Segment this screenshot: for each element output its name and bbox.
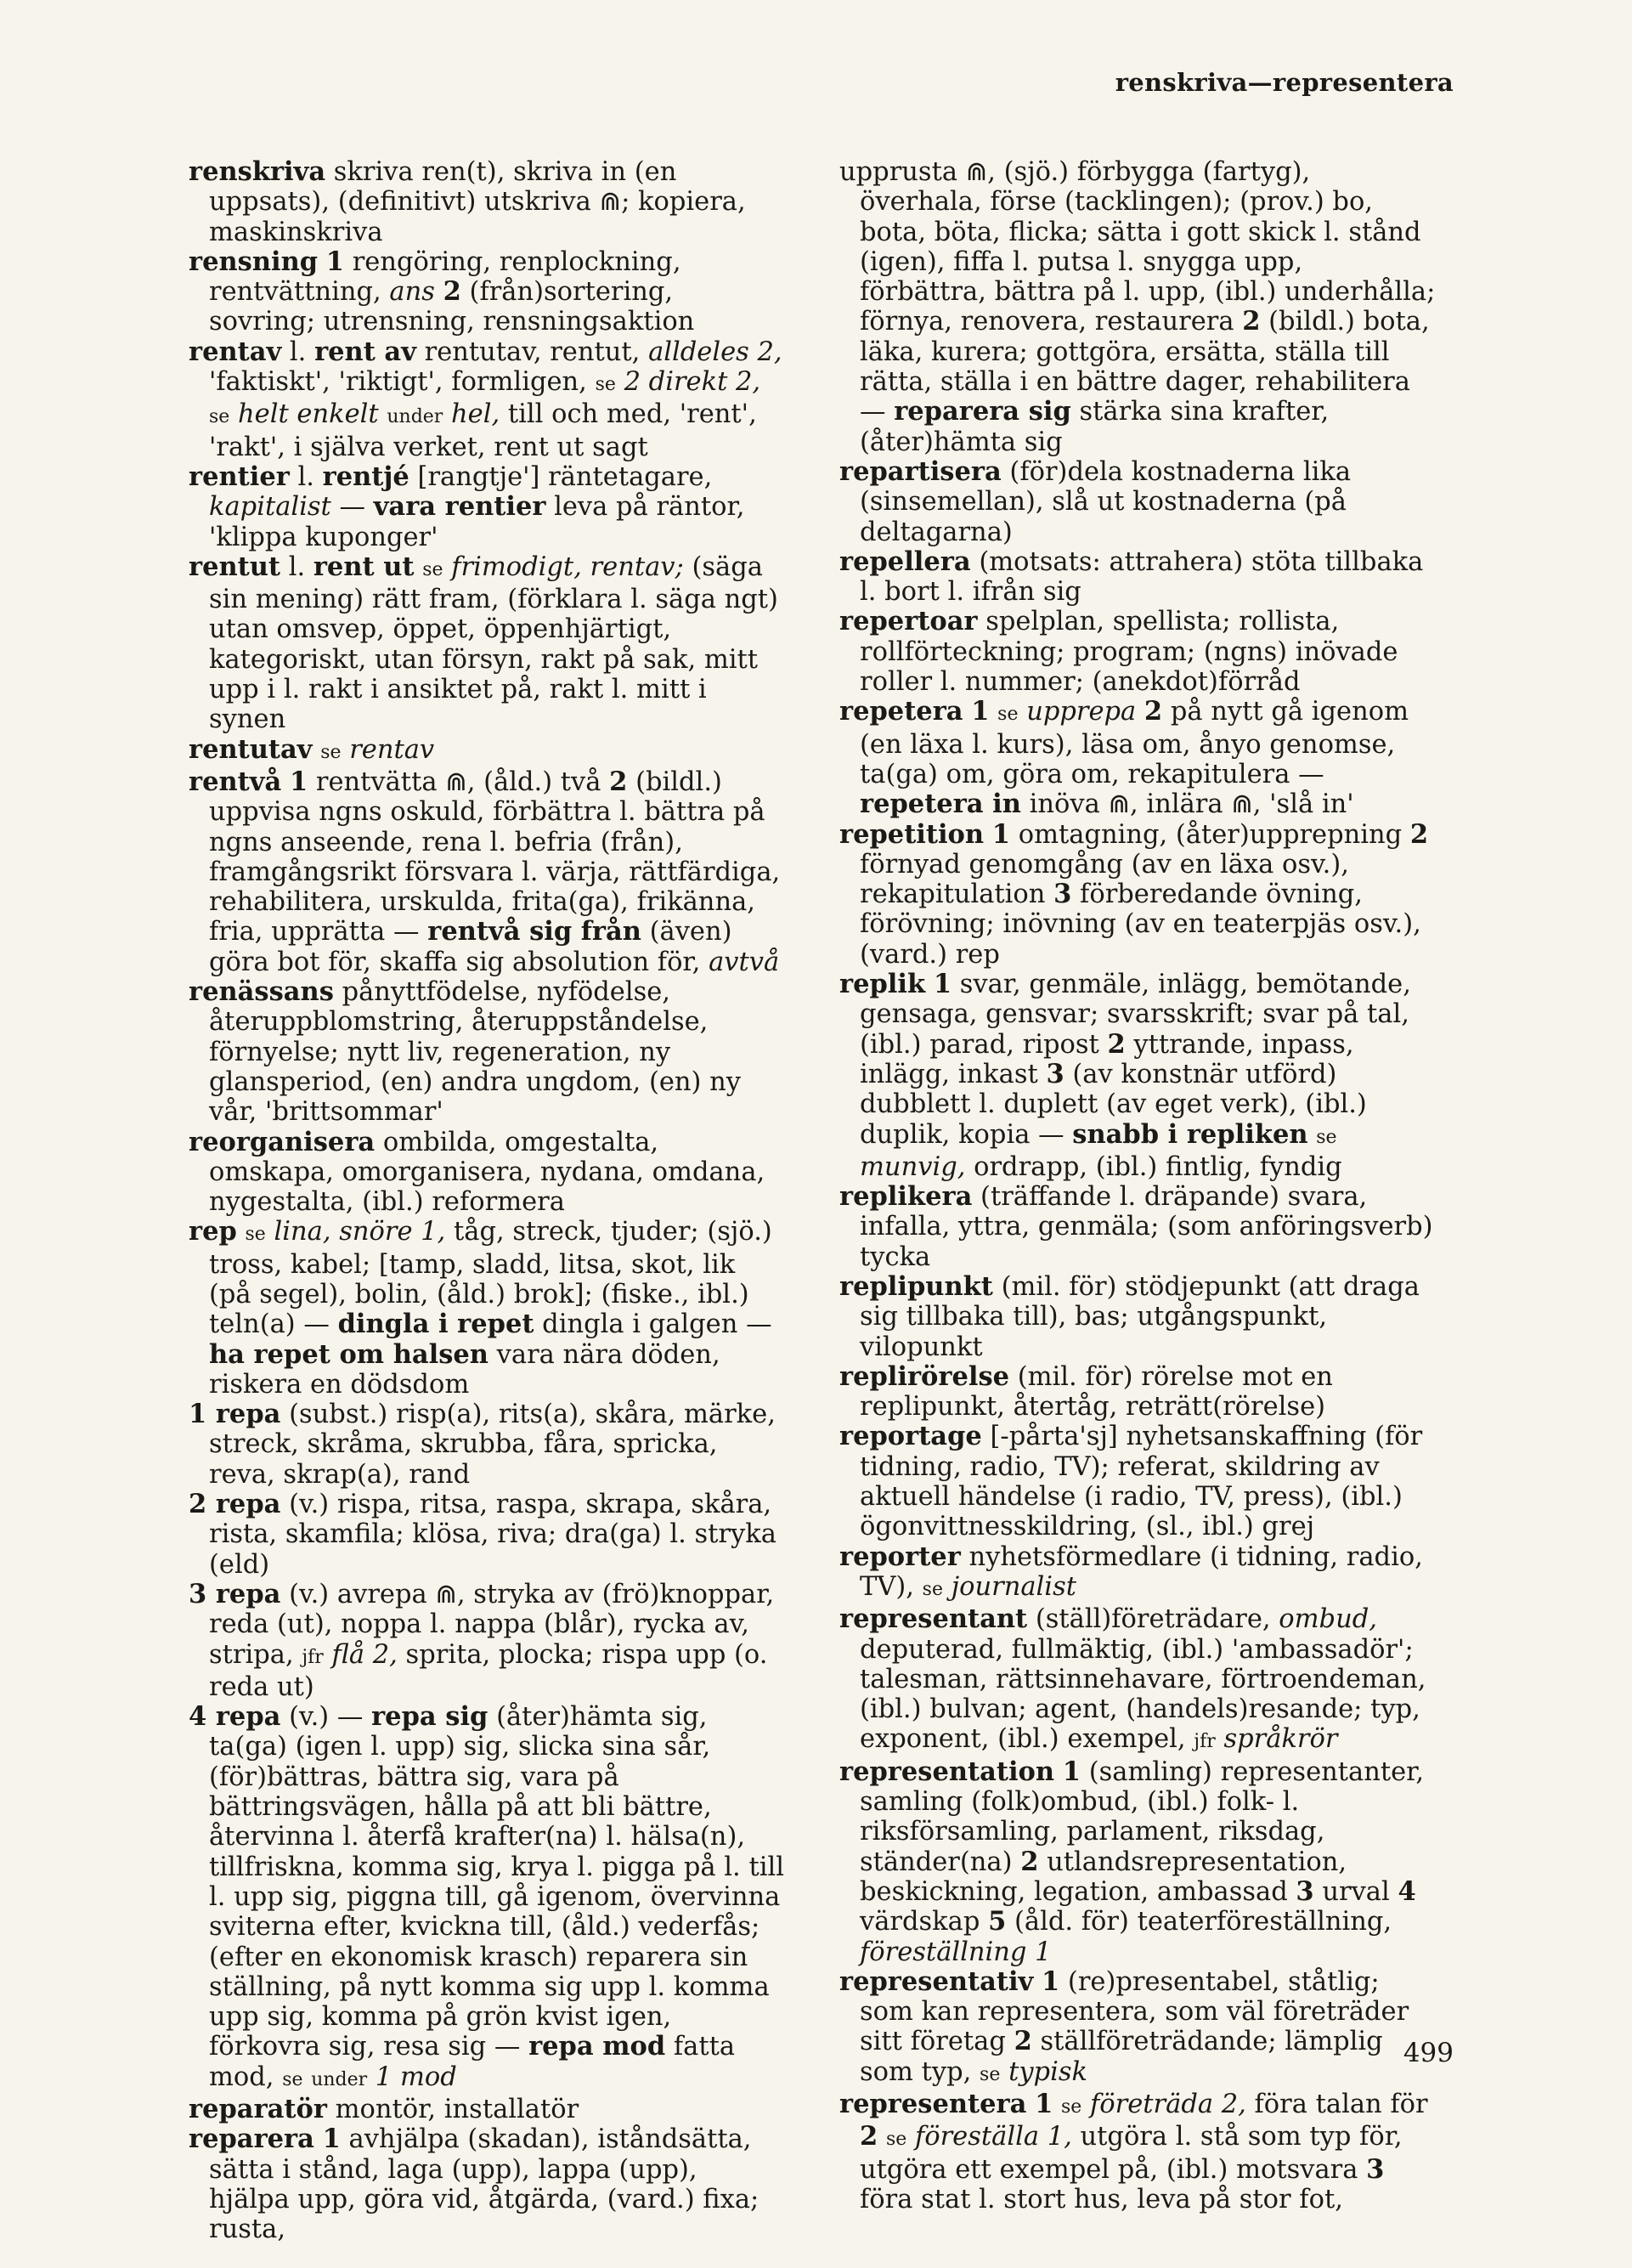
dictionary-entry: rensning 1 rengöring, renplockning, rentvättning, ans 2 (från)sortering, sovring; utrensning, rensningsaktion [189, 246, 695, 337]
dictionary-entry: reparatör montör, installatör [189, 2094, 579, 2124]
dictionary-entry: rep se lina, snöre 1, tåg, streck, tjuder; (sjö.) tross, kabel; [tamp, sladd, litsa, skot, lik (på segel), bolin, (åld.) brok]; (fiske., ibl.) teln(a) — dingla i repet dingla i galgen — ha repet om halsen vara nära döden, riskera en dödsdom [189, 1216, 781, 1400]
running-head: renskriva—representera [1115, 68, 1454, 97]
dictionary-entry: 3 repa (v.) avrepa ⋒, stryka av (frö)knoppar, reda (ut), noppa l. nappa (blår), rycka av, stripa, jfr flå 2, sprita, plocka; rispa upp (o. reda ut) [189, 1578, 782, 1702]
dictionary-entry: reorganisera ombilda, omgestalta, omskapa, omorganisera, nydana, omdana, nygestalta, (ibl.) reformera [189, 1126, 773, 1218]
dictionary-entry: representera 1 se företräda 2, föra talan för 2 se föreställa 1, utgöra l. stå som typ för, utgöra ett exempel på, (ibl.) motsvara 3 föra stat l. stort hus, leva på stor fot, [839, 2089, 1437, 2214]
dictionary-entry: reporter nyhetsförmedlare (i tidning, radio, TV), se journalist [839, 1541, 1432, 1602]
dictionary-entry: representativ 1 (re)presentabel, ståtlig; som kan representera, som väl företräder sitt företag 2 ställföreträdande; lämplig som typ, se typisk [839, 1965, 1417, 2087]
dictionary-entry: rentier l. rentjé [rangtje'] räntetagare, kapitalist — vara rentier leva på räntor, 'klippa kuponger' [189, 461, 754, 552]
dictionary-entry: reparera 1 avhjälpa (skadan), iståndsätta, sätta i stånd, laga (upp), lappa (upp), hjälpa upp, göra vid, åtgärda, (vard.) fixa; rusta, [189, 2124, 768, 2245]
dictionary-entry: renskriva skriva ren(t), skriva in (en uppsats), (definitivt) utskriva ⋒; kopiera, maskinskriva [189, 156, 754, 247]
dictionary-entry: repetition 1 omtagning, (åter)upprepning 2 förnyad genomgång (av en läxa osv.), rekapitulation 3 förberedande övning, förövning; inövning (av en teaterpjäs osv.), (vard.) rep [839, 818, 1437, 970]
dictionary-entry: representant (ställ)företrädare, ombud, deputerad, fullmäktig, (ibl.) 'ambassadör'; talesman, rättsinnehavare, förtroendeman, (ibl.) bulvan; agent, (handels)resande; typ, exponent, (ibl.) exempel, jfr språkrör [839, 1603, 1435, 1755]
dictionary-entry: rentut l. rent ut se frimodigt, rentav; (säga sin mening) rätt fram, (förklara l. säga ngt) utan omsvep, öppet, öppenhjärtigt, kategoriskt, utan försyn, rakt på sak, mitt upp i l. rakt i ansiktet på, rakt l. mitt i synen [189, 551, 787, 735]
dictionary-entry: repetera 1 se upprepa 2 på nytt gå igenom (en läxa l. kurs), läsa om, ånyo genomse, ta(ga) om, göra om, rekapitulera — repetera in inöva ⋒, inlära ⋒, 'slå in' [839, 696, 1417, 820]
dictionary-entry: rentutav se rentav [189, 733, 435, 765]
dictionary-entry: representation 1 (samling) representanter, samling (folk)ombud, (ibl.) folk- l. riksförsamling, parlament, riksdag, ständer(na) 2 utlandsrepresentation, beskickning, legation, ambassad 3 urval 4 värdskap 5 (åld. för) teaterföreställning, föreställning 1 [839, 1756, 1432, 1967]
dictionary-entry: replikera (träffande l. dräpande) svara, infalla, yttra, genmäla; (som anföringsverb) tycka [839, 1181, 1442, 1272]
left-column [189, 156, 793, 2245]
right-column [839, 157, 1444, 2214]
dictionary-entry: reportage [-pårta'sj] nyhetsanskaffning (för tidning, radio, TV); referat, skildring av aktuell händelse (i radio, TV, press), (ibl.) ögonvittnesskildring, (sl., ibl.) grej [839, 1421, 1431, 1542]
dictionary-entry: upprusta ⋒, (sjö.) förbygga (fartyg), överhala, förse (tacklingen); (prov.) bo, bota, böta, flicka; sätta i gott skick l. stånd (igen), fiffa l. putsa l. snygga upp, förbättra, bättra på l. upp, (ibl.) underhålla; förnya, renovera, restaurera 2 (bildl.) bota, läka, kurera; gottgöra, ersätta, ställa till rätta, ställa i en bättre dager, rehabilitera — reparera sig stärka sina krafter, (åter)hämta sig [839, 157, 1444, 457]
dictionary-entry: repellera (motsats: attrahera) stöta tillbaka l. bort l. ifrån sig [839, 546, 1432, 608]
dictionary-entry: replirörelse (mil. för) rörelse mot en replipunkt, återtåg, reträtt(rörelse) [839, 1360, 1341, 1422]
dictionary-entry: 2 repa (v.) rispa, ritsa, raspa, skrapa, skåra, rista, skamfila; klösa, riva; dra(ga) l. stryka (eld) [189, 1489, 785, 1580]
page-number: 499 [1403, 2038, 1454, 2068]
dictionary-entry: renässans pånyttfödelse, nyfödelse, återuppblomstring, återuppståndelse, förnyelse; nytt liv, regeneration, ny glansperiod, (en) andra ungdom, (en) ny vår, 'brittsommar' [189, 976, 749, 1128]
dictionary-entry: rentvå 1 rentvätta ⋒, (åld.) två 2 (bildl.) uppvisa ngns oskuld, förbättra l. bättra på ngns anseende, rena l. befria (från), framgångsrikt försvara l. värja, rättfärdiga, rehabilitera, urskulda, frita(ga), frikänna, fria, upprätta — rentvå sig från (även) göra bot för, skaffa sig absolution för, avtvå [189, 766, 788, 977]
dictionary-entry: 1 repa (subst.) risp(a), rits(a), skåra, märke, streck, skråma, skrubba, fåra, spricka, reva, skrap(a), rand [189, 1399, 784, 1490]
dictionary-entry: repartisera (för)dela kostnaderna lika (sinsemellan), slå ut kostnaderna (på deltagarna) [839, 455, 1359, 547]
dictionary-entry: 4 repa (v.) — repa sig (åter)hämta sig, ta(ga) (igen l. upp) sig, slicka sina sår, (för)bättras, bättra sig, vara på bättringsvägen, hålla på att bli bättre, återvinna l. återfå krafter(na) l. hälsa(n), tillfriskna, komma sig, krya l. pigga på l. till l. upp sig, piggna till, gå igenom, övervinna sviterna efter, kvickna till, (åld.) vederfås; (efter en ekonomisk krasch) reparera sin ställning, på nytt komma sig upp l. komma upp sig, komma på grön kvist igen, förkovra sig, resa sig — repa mod fatta mod, se under 1 mod [189, 1701, 793, 2092]
dictionary-entry: replik 1 svar, genmäle, inlägg, bemötande, gensaga, gensvar; svarsskrift; svar på tal, (ibl.) parad, ripost 2 yttrande, inpass, inlägg, inkast 3 (av konstnär utförd) dubblett l. duplett (av eget verk), (ibl.) duplik, kopia — snabb i repliken se munvig, ordrapp, (ibl.) fintlig, fyndig [839, 969, 1420, 1182]
dictionary-entry: replipunkt (mil. för) stödjepunkt (att draga sig tillbaka till), bas; utgångspunkt, vilopunkt [839, 1270, 1428, 1362]
dictionary-entry: rentav l. rent av rentutav, rentut, alldeles 2, 'faktiskt', 'riktigt', formligen, se 2 direkt 2, se helt enkelt under hel, till och med, 'rent', 'rakt', i själva verket, rent ut sagt [189, 336, 791, 462]
dictionary-entry: repertoar spelplan, spellista; rollista, rollförteckning; program; (ngns) inövade roller l. nummer; (anekdot)förråd [839, 606, 1407, 698]
